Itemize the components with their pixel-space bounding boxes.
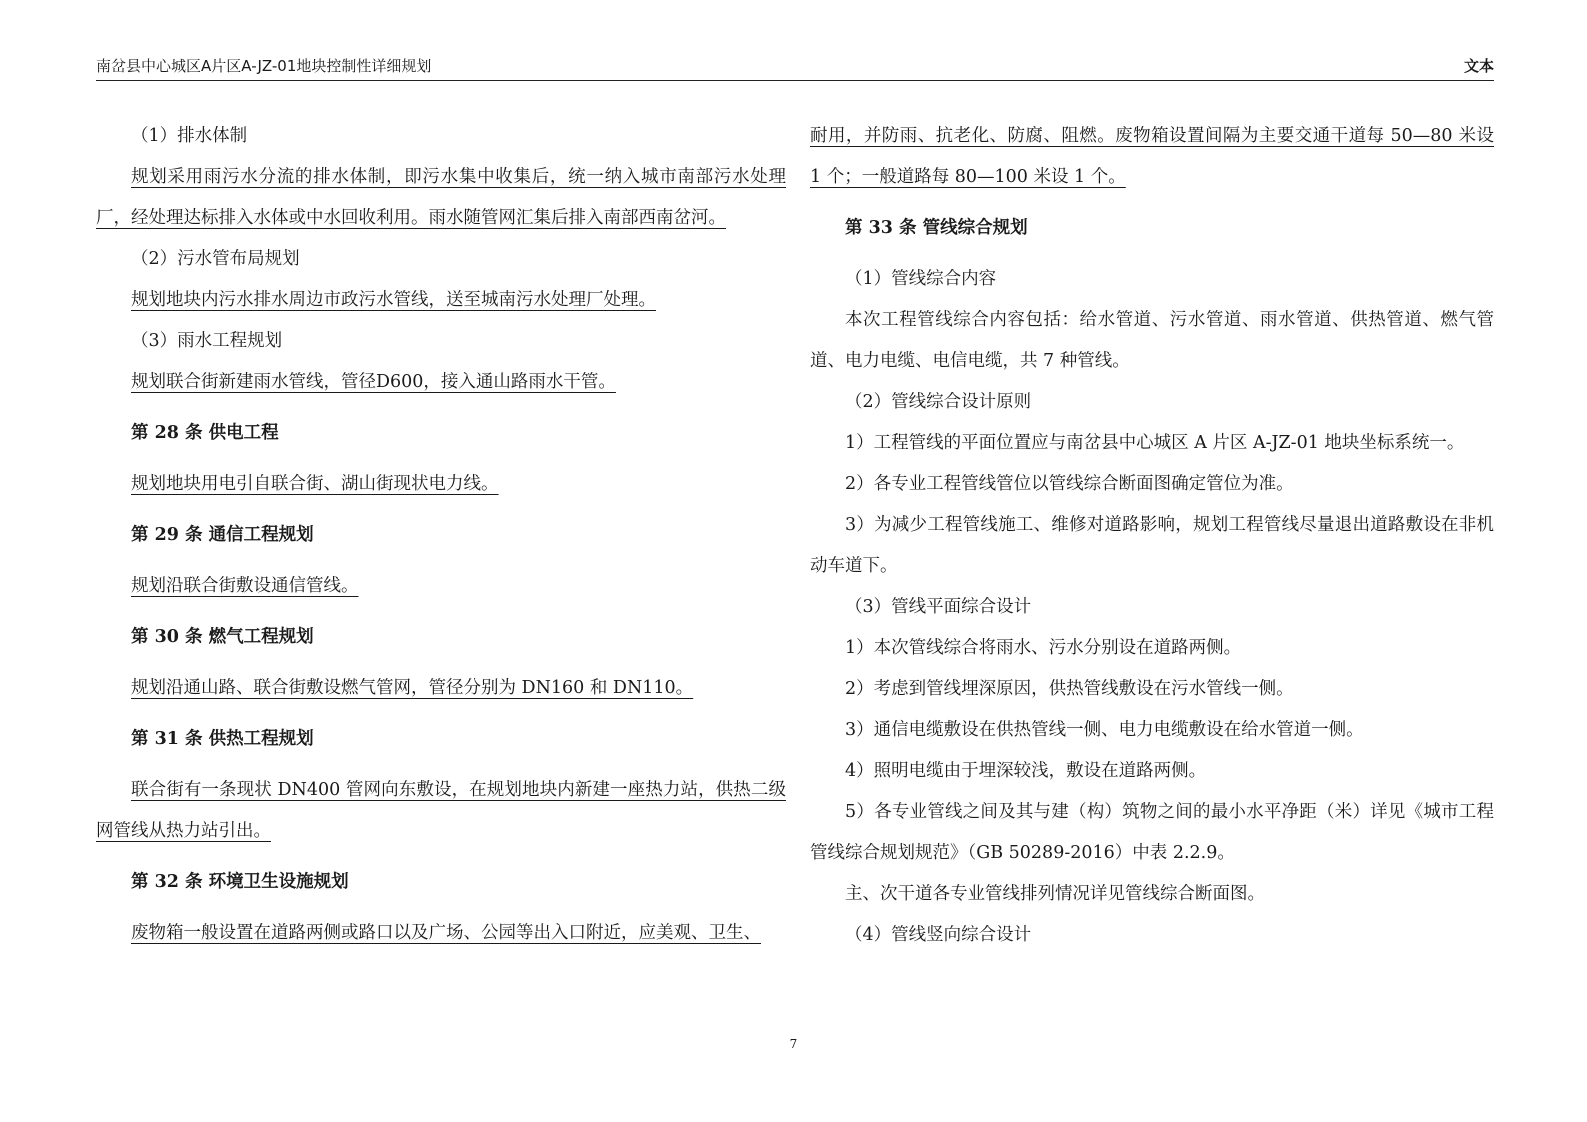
article-31-title: 第 31 条 供热工程规划 bbox=[131, 729, 314, 749]
article-29-title: 第 29 条 通信工程规划 bbox=[131, 525, 314, 545]
design-principle-2: 2）各专业工程管线管位以管线综合断面图确定管位为准。 bbox=[845, 474, 1294, 494]
design-principles-heading: （2）管线综合设计原则 bbox=[845, 392, 1032, 412]
article-30-title: 第 30 条 燃气工程规划 bbox=[131, 627, 314, 647]
plan-design-item-3: 3）通信电缆敷设在供热管线一侧、电力电缆敷设在给水管道一侧。 bbox=[845, 720, 1364, 740]
plan-design-item-4: 4）照明电缆由于埋深较浅，敷设在道路两侧。 bbox=[845, 761, 1207, 781]
drainage-system-text: 规划采用雨污水分流的排水体制，即污水集中收集后，统一纳入城市南部污水处理厂，经处理达标排入水体或中水回收利用。雨水随管网汇集后排入南部西南岔河。 bbox=[96, 167, 786, 228]
page-header bbox=[96, 54, 1494, 78]
plan-design-note: 主、次干道各专业管线排列情况详见管线综合断面图。 bbox=[845, 884, 1265, 904]
article-29-text: 规划沿联合街敷设通信管线。 bbox=[131, 576, 359, 596]
right-column bbox=[810, 116, 1494, 956]
plan-design-item-5: 5）各专业管线之间及其与建（构）筑物之间的最小水平净距（米）详见《城市工程管线综合规划规范》（GB 50289-2016）中表 2.2.9。 bbox=[810, 802, 1494, 863]
article-28-text: 规划地块用电引自联合街、湖山街现状电力线。 bbox=[131, 474, 499, 494]
page-number: 7 bbox=[789, 1037, 798, 1051]
header-divider bbox=[96, 80, 1494, 81]
design-principle-3: 3）为减少工程管线施工、维修对道路影响，规划工程管线尽量退出道路敷设在非机动车道下。 bbox=[810, 515, 1494, 576]
rainwater-heading: （3）雨水工程规划 bbox=[131, 331, 283, 351]
pipeline-content-text: 本次工程管线综合内容包括：给水管道、污水管道、雨水管道、供热管道、燃气管道、电力电缆、电信电缆，共 7 种管线。 bbox=[810, 310, 1494, 371]
drainage-system-heading: （1）排水体制 bbox=[131, 126, 248, 146]
article-32-title: 第 32 条 环境卫生设施规划 bbox=[131, 872, 349, 892]
left-column bbox=[96, 116, 786, 954]
document-section-tag: 文本 bbox=[1463, 57, 1494, 75]
article-30-text: 规划沿通山路、联合街敷设燃气管网，管径分别为 DN160 和 DN110。 bbox=[131, 678, 694, 698]
article-31-text: 联合街有一条现状 DN400 管网向东敷设，在规划地块内新建一座热力站，供热二级网管线从热力站引出。 bbox=[96, 780, 786, 841]
article-32-text: 废物箱一般设置在道路两侧或路口以及广场、公园等出入口附近，应美观、卫生、 bbox=[131, 923, 761, 943]
sewage-layout-heading: （2）污水管布局规划 bbox=[131, 249, 300, 269]
article-28-title: 第 28 条 供电工程 bbox=[131, 423, 279, 443]
rainwater-text: 规划联合街新建雨水管线，管径D600，接入通山路雨水干管。 bbox=[131, 372, 616, 392]
pipeline-content-heading: （1）管线综合内容 bbox=[845, 269, 997, 289]
document-title: 南岔县中心城区A片区A-JZ-01地块控制性详细规划 bbox=[96, 57, 432, 75]
design-principle-1: 1）工程管线的平面位置应与南岔县中心城区 A 片区 A-JZ-01 地块坐标系统一。 bbox=[845, 433, 1465, 453]
plan-design-item-2: 2）考虑到管线埋深原因，供热管线敷设在污水管线一侧。 bbox=[845, 679, 1294, 699]
vertical-design-heading: （4）管线竖向综合设计 bbox=[845, 925, 1032, 945]
plan-design-heading: （3）管线平面综合设计 bbox=[845, 597, 1032, 617]
sewage-layout-text: 规划地块内污水排水周边市政污水管线，送至城南污水处理厂处理。 bbox=[131, 290, 656, 310]
article-33-title: 第 33 条 管线综合规划 bbox=[845, 218, 1028, 238]
plan-design-item-1: 1）本次管线综合将雨水、污水分别设在道路两侧。 bbox=[845, 638, 1242, 658]
article-32-continued-text: 耐用，并防雨、抗老化、防腐、阻燃。废物箱设置间隔为主要交通干道每 50—80 米设 1 个；一般道路每 80—100 米设 1 个。 bbox=[810, 126, 1494, 187]
